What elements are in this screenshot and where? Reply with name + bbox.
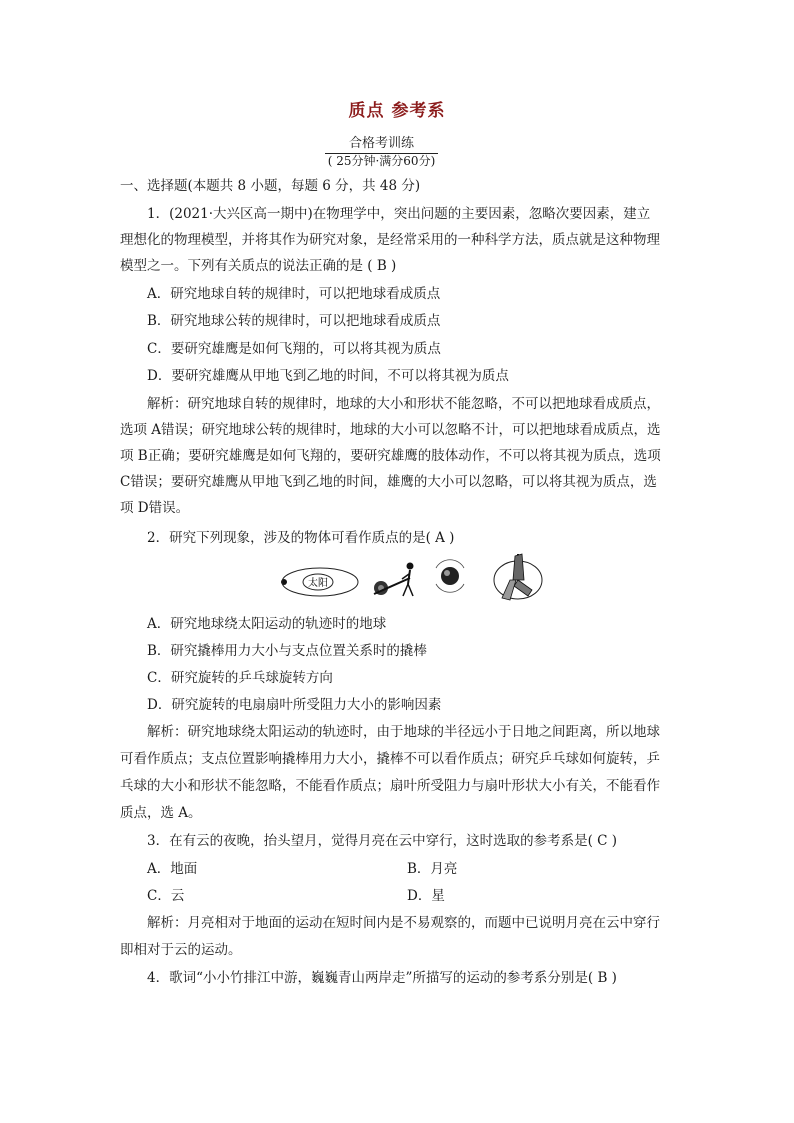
q3-analysis-line: 解析：月亮相对于地面的运动在短时间内是不易观察的，而题中已说明月亮在云中穿行 [147,915,660,931]
section-heading: 一、选择题(本题共 8 小题，每题 6 分，共 48 分) [120,178,421,194]
q1-stem-line: 理想化的物理模型，并将其作为研究对象，是经常采用的一种科学方法，质点就是这种物理 [120,232,660,248]
page-title: 质点 参考系 [348,101,446,121]
q2-option-a: A．研究地球绕太阳运动的轨迹时的地球 [147,616,387,632]
q2-illustrations [270,550,550,610]
person-head [407,563,414,570]
q2-analysis-line: 质点，选 A。 [120,805,202,821]
q2-option-b: B．研究撬棒用力大小与支点位置关系时的撬棒 [147,643,427,659]
fan-blade-upper [513,554,524,580]
ball [441,567,459,585]
q1-option-c: C．要研究雄鹰是如何飞翔的，可以将其视为质点 [147,341,441,357]
time-limit: ( 25分钟·满分60分) [327,154,436,168]
q3-option-c: C．云 [147,888,185,904]
crowbar-person-icon [374,563,414,597]
q3-option-d: D．星 [407,888,445,904]
fan-blade-left [502,580,516,600]
q1-option-b: B．研究地球公转的规律时，可以把地球看成质点 [147,313,441,329]
q2-analysis-line: 解析：研究地球绕太阳运动的轨迹时，由于地球的半径远小于日地之间距离，所以地球 [147,724,660,740]
q2-option-d: D．研究旋转的电扇扇叶所受阻力大小的影响因素 [147,697,442,713]
q3-analysis-line: 即相对于云的运动。 [120,942,242,958]
q1-option-a: A．研究地球自转的规律时，可以把地球看成质点 [147,286,441,302]
q2-analysis-line: 可看作质点；支点位置影响撬棒用力大小，撬棒不可以看作质点；研究乒乓球如何旋转，乒 [120,751,660,767]
fan-blade-right [514,580,532,596]
q1-analysis-line: 解析：研究地球自转的规律时，地球的大小和形状不能忽略，不可以把地球看成质点， [147,396,660,412]
q1-analysis-line: 项 D错误。 [120,500,190,516]
sun-label: 太阳 [308,578,328,589]
q1-stem-line: 模型之一。下列有关质点的说法正确的是 ( B ) [120,258,397,274]
q2-stem: 2．研究下列现象，涉及的物体可看作质点的是( A ) [147,530,455,546]
q3-option-b: B．月亮 [407,861,458,877]
q3-option-a: A．地面 [147,861,198,877]
q2-analysis-line: 乓球的大小和形状不能忽略，不能看作质点；扇叶所受阻力与扇叶形状大小有关，不能看作 [120,778,660,794]
q2-option-c: C．研究旋转的乒乓球旋转方向 [147,670,333,686]
q1-analysis-line: C错误；要研究雄鹰从甲地飞到乙地的时间，雄鹰的大小可以忽略，可以将其视为质点，选 [120,474,657,490]
q2-figure [270,550,550,610]
earth-orbit-diagram [281,568,358,596]
q3-stem: 3．在有云的夜晚，抬头望月，觉得月亮在云中穿行，这时选取的参考系是( C ) [147,833,618,849]
q1-option-d: D．要研究雄鹰从甲地飞到乙地的时间，不可以将其视为质点 [147,368,509,384]
fan-blade-icon [494,554,542,600]
q1-analysis-line: 项 B正确；要研究雄鹰是如何飞翔的，要研究雄鹰的肢体动作，不可以将其视为质点，选项 [120,448,661,464]
q1-stem-line: 1．(2021·大兴区高一期中)在物理学中，突出问题的主要因素，忽略次要因素，建立 [147,206,651,222]
section-subtitle: 合格考训练 [325,132,438,154]
q4-stem: 4．歌词“小小竹排江中游，巍巍青山两岸走”所描写的运动的参考系分别是( B ) [147,970,617,986]
ping-pong-ball-icon [436,560,464,593]
q1-analysis-line: 选项 A错误；研究地球公转的规律时，地球的大小可以忽略不计，可以把地球看成质点，选 [120,422,661,438]
